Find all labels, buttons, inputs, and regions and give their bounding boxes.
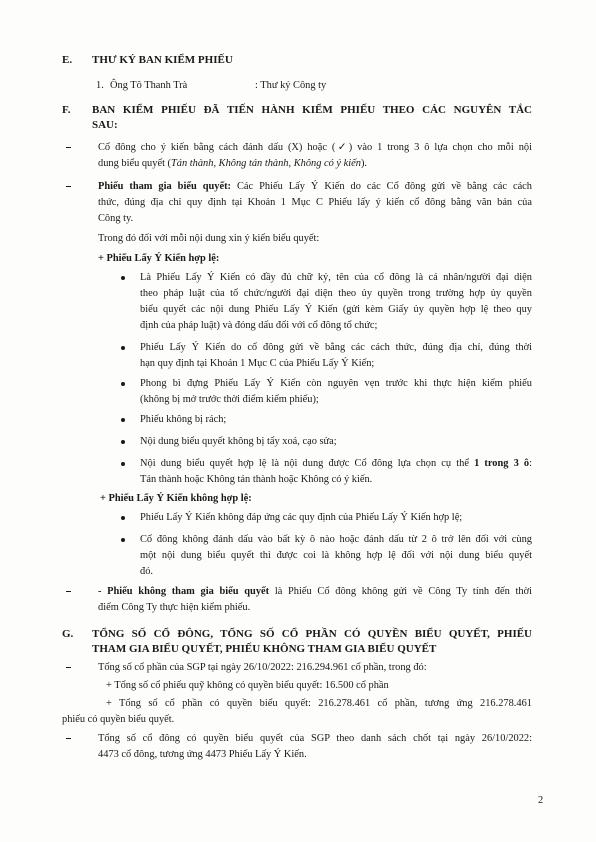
section-f-p1-line1: Cổ đông cho ý kiến bằng cách đánh dấu (X) hoặc (✓) vào 1 trong 3 ô lựa chọn cho mỗi nội [98, 142, 532, 153]
invalid-ballot-heading: + Phiếu Lấy Ý Kiến không hợp lệ: [100, 493, 252, 504]
page-number: 2 [538, 795, 544, 806]
section-f-p3: Trong đó đối với mỗi nội dung xin ý kiến biểu quyết: [98, 233, 320, 244]
vote-options-italic: Tán thành, Không tán thành, Không có ý kiến [171, 158, 361, 169]
section-e-item-number: 1. [96, 80, 104, 91]
section-f-title-line2: SAU: [92, 119, 118, 131]
bullet-dot [121, 382, 125, 386]
section-e-title: THƯ KÝ BAN KIỂM PHIẾU [92, 54, 233, 66]
bullet-dot [121, 516, 125, 520]
valid-item-1-line3: biểu quyết các nội dung Phiếu Lấy Ý Kiến (gửi kèm Giấy ủy quyền hợp lệ theo quy [140, 304, 532, 315]
valid-item-1-line1: Là Phiếu Lấy Ý Kiến có đầy đủ chữ ký, tên của cổ đông là cá nhân/người đại diện [140, 272, 532, 283]
invalid-item-2-line3: đó. [140, 566, 153, 577]
bullet-dot [121, 462, 125, 466]
bullet-dot [121, 346, 125, 350]
section-e-letter: E. [62, 54, 73, 66]
valid-item-6-line1: Nội dung biểu quyết hợp lệ là nội dung được Cổ đông lựa chọn cụ thể 1 trong 3 ô: [140, 458, 533, 469]
bullet-dot [121, 538, 125, 542]
valid-item-3-line1: Phong bì đựng Phiếu Lấy Ý Kiến còn nguyên vẹn trước khi thực hiện kiểm phiếu [140, 378, 532, 389]
bullet-dash [66, 667, 71, 668]
section-f-p4-line1: - Phiếu không tham gia biểu quyết là Phiếu Cổ đông không gửi về Công Ty tính đến thời [98, 586, 532, 597]
valid-item-2-line2: hạn quy định tại Khoản 1 Mục C của Phiếu Lấy Ý Kiến; [140, 358, 375, 369]
section-g-item-1b-line2: phiếu có quyền biểu quyết. [62, 714, 175, 725]
valid-item-5: Nội dung biểu quyết không bị tẩy xoá, cạo sửa; [140, 436, 337, 447]
section-g-item-1b: + Tổng số cổ phần có quyền biểu quyết: 216.278.461 cổ phần, tương ứng 216.278.461 [106, 698, 532, 709]
valid-ballot-heading: + Phiếu Lấy Ý Kiến hợp lệ: [98, 253, 220, 264]
section-f-p2-line2: thức, đúng địa chỉ quy định tại Khoản 1 Mục C Phiếu lấy ý kiến cổ đông bằng văn bản của [98, 197, 532, 208]
section-f-letter: F. [62, 104, 71, 116]
invalid-item-2-line2: một nội dung biểu quyết thì được coi là không hợp lệ đối với nội dung biểu quyết [140, 550, 532, 561]
valid-item-1-line4: định của pháp luật) và đóng dấu đối với cổ đông tổ chức; [140, 320, 378, 331]
section-g-item-2-line1: Tổng số cổ đông có quyền biểu quyết của SGP theo danh sách chốt tại ngày 26/10/2022: [98, 733, 532, 744]
section-g-item-1: Tổng số cổ phần của SGP tại ngày 26/10/2022: 216.294.961 cổ phần, trong đó: [98, 662, 427, 673]
section-g-letter: G. [62, 628, 74, 640]
section-f-p2-line3: Công ty. [98, 213, 134, 224]
section-f-p1-line2: dung biểu quyết (Tán thành, Không tán thành, Không có ý kiến). [98, 158, 367, 169]
invalid-item-2-line1: Cổ đông không đánh dấu vào bất kỳ ô nào hoặc đánh dấu từ 2 ô trở lên đối với cùng [140, 534, 532, 545]
section-g-title-line1: TỔNG SỐ CỔ ĐÔNG, TỔNG SỐ CỔ PHẦN CÓ QUYỀN BIỂU QUYẾT, PHIẾU [92, 628, 532, 640]
section-f-p2-line1: Phiếu tham gia biểu quyết: Các Phiếu Lấy Ý Kiến do các Cổ đông gửi về bằng các cách [98, 181, 532, 192]
bullet-dot [121, 276, 125, 280]
section-e-item-name: Ông Tô Thanh Trà [110, 80, 188, 91]
bullet-dash [66, 186, 71, 187]
section-g-title-line2: THAM GIA BIỂU QUYẾT, PHIẾU KHÔNG THAM GIA BIỂU QUYẾT [92, 643, 437, 655]
bullet-dash [66, 147, 71, 148]
valid-item-1-line2: theo pháp luật của tổ chức/người đại diện theo ủy quyền trong trường hợp ủy quyền [140, 288, 532, 299]
bullet-dot [121, 440, 125, 444]
section-g-item-1a: + Tổng số cổ phiếu quỹ không có quyền biểu quyết: 16.500 cổ phần [106, 680, 389, 691]
section-f-title-line1: BAN KIỂM PHIẾU ĐÃ TIẾN HÀNH KIỂM PHIẾU THEO CÁC NGUYÊN TẮC [92, 104, 532, 116]
valid-item-6-line2: Tán thành hoặc Không tán thành hoặc Không có ý kiến. [140, 474, 373, 485]
section-g-item-2-line2: 4473 cổ đông, tương ứng 4473 Phiếu Lấy Ý Kiến. [98, 749, 307, 760]
valid-item-2-line1: Phiếu Lấy Ý Kiến do cổ đông gửi về bằng các cách thức, đúng địa chỉ, đúng thời [140, 342, 532, 353]
invalid-item-1: Phiếu Lấy Ý Kiến không đáp ứng các quy định của Phiếu Lấy Ý Kiến hợp lệ; [140, 512, 463, 523]
valid-item-4: Phiếu không bị rách; [140, 414, 227, 425]
bullet-dash [66, 738, 71, 739]
section-f-p4-line2: điểm Công Ty thực hiện kiểm phiếu. [98, 602, 251, 613]
bullet-dot [121, 418, 125, 422]
section-e-item-role: : Thư ký Công ty [255, 80, 327, 91]
valid-item-3-line2: (không bị mở trước thời điểm kiểm phiếu); [140, 394, 319, 405]
bullet-dash [66, 591, 71, 592]
